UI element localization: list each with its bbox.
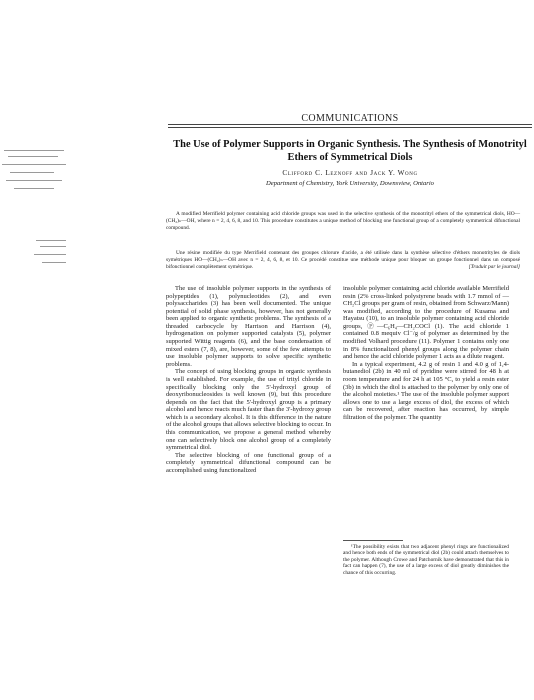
body-paragraph: The selective blocking of one functional group of a completely symmetrical difunctional compound can be accomplished using functionalized	[166, 451, 331, 474]
translation-note: [Traduit par le journal]	[468, 264, 520, 271]
section-heading: COMMUNICATIONS	[301, 113, 399, 124]
body-column-right	[343, 285, 509, 421]
abstract-english: A modified Merrifield polymer containing acid chloride groups was used in the selective synthesis of the monotrityl ethers of the symmetrical diols, HO—(CH₂)ₙ—OH, where n = 2, 4, 6, 8, and 10. This procedure constitutes a unique method of blocking one functional group of a completely symmetrical difunctional compound.	[166, 211, 520, 232]
header-rule-top	[168, 124, 532, 125]
body-paragraph: insoluble polymer containing acid chloride available Merrifield resin (2% cross-linked polystyrene beads with 1.7 mmol of —CH₂Cl groups per gram of resin, obtained from Schwarz/Mann) was modified, according to the procedure of Kusama and Hayatsu (10), to an insoluble polymer containing acid chloride groups, Ⓟ—C₆H₄—CH₂COCl (1). The acid chloride 1 contained 0.8 mequiv Cl⁻/g of polymer as determined by the modified Volhard procedure (11). Polymer 1 contains only one in 8% functionalized phenyl groups along the polymer chain and hence the acid chloride polymer 1 acts as a dilute reagent.	[343, 285, 509, 361]
body-column-left	[166, 285, 331, 474]
body-paragraph: The use of insoluble polymer supports in the synthesis of polypeptides (1), polynucleotides (2), and even polysaccharides (3) has been well documented. The unique potential of solid phase synthesis, however, has not generally been applied to organic synthetic problems. The synthesis of a threaded carbocycle by Harrison and Harrison (4), hydrogenation on polymer supported catalysts (5), polymer supported Wittig reagents (6), and the base condensation of mixed esters (7, 8), are, however, some of the few attempts to use insoluble polymer supports to solve specific synthetic problems.	[166, 285, 331, 368]
header-rule-bottom	[168, 127, 532, 128]
footnote: ¹The possibility exists that two adjacent phenyl rings are functionalized and hence both ends of the symmetrical diol (2b) could attach themselves to the polymer. Although Crowe and Patchornik have demonstrated that this in fact can happen (7), the use of a large excess of diol greatly diminishes the chance of this occurring.	[343, 544, 509, 576]
article-authors: Clifford C. Leznoff and Jack Y. Wong	[282, 169, 418, 177]
footnote-rule	[343, 540, 403, 541]
body-paragraph: The concept of using blocking groups in organic synthesis is well established. For example, the use of trityl chloride in specifically blocking only the 5'-hydroxyl group of deoxyribonucleosides is well known (9), but this procedure depends on the fact that the 5'-hydroxyl group is a primary alcohol and hence reacts much faster than the 3'-hydroxy group which is a secondary alcohol. It is this difference in the nature of the alcohol groups that allows selective blocking to occur. In this communication, we propose a general method whereby one can selectively block one alcohol group of a completely symmetrical diol.	[166, 368, 331, 452]
article-title: The Use of Polymer Supports in Organic Synthesis. The Synthesis of Monotrityl Ethers of Symmetrical Diols	[173, 139, 527, 163]
body-paragraph: In a typical experiment, 4.2 g of resin 1 and 4.0 g of 1,4-butanediol (2b) in 40 ml of pyridine were stirred for 48 h at room temperature and for 24 h at 105 °C, to yield a resin ester (3b) in which the diol is attached to the polymer by only one of the alcohol moieties.¹ The use of the insoluble polymer support allows one to use a large excess of diol, the excess of which can be recovered, after reaction has occurred, by simple filtration of the polymer. The quantity	[343, 360, 509, 421]
abstract-french	[166, 250, 520, 271]
scan-margin-artifacts	[0, 150, 70, 350]
abstract-french-text: Une résine modifiée du type Merrifield contenant des groupes chlorure d'acide, a été utilisée dans la synthèse sélective d'éthers monotrityles de diols symétriques HO—(CH₂)ₙ—OH avec n = 2, 4, 6, 8, et 10. Ce procédé constitue une méthode unique pour bloquer un groupe fonctionnel dans un composé bifonctionnel complètement symétrique.	[166, 250, 520, 271]
author-affiliation: Department of Chemistry, York University, Downsview, Ontario	[266, 180, 434, 187]
